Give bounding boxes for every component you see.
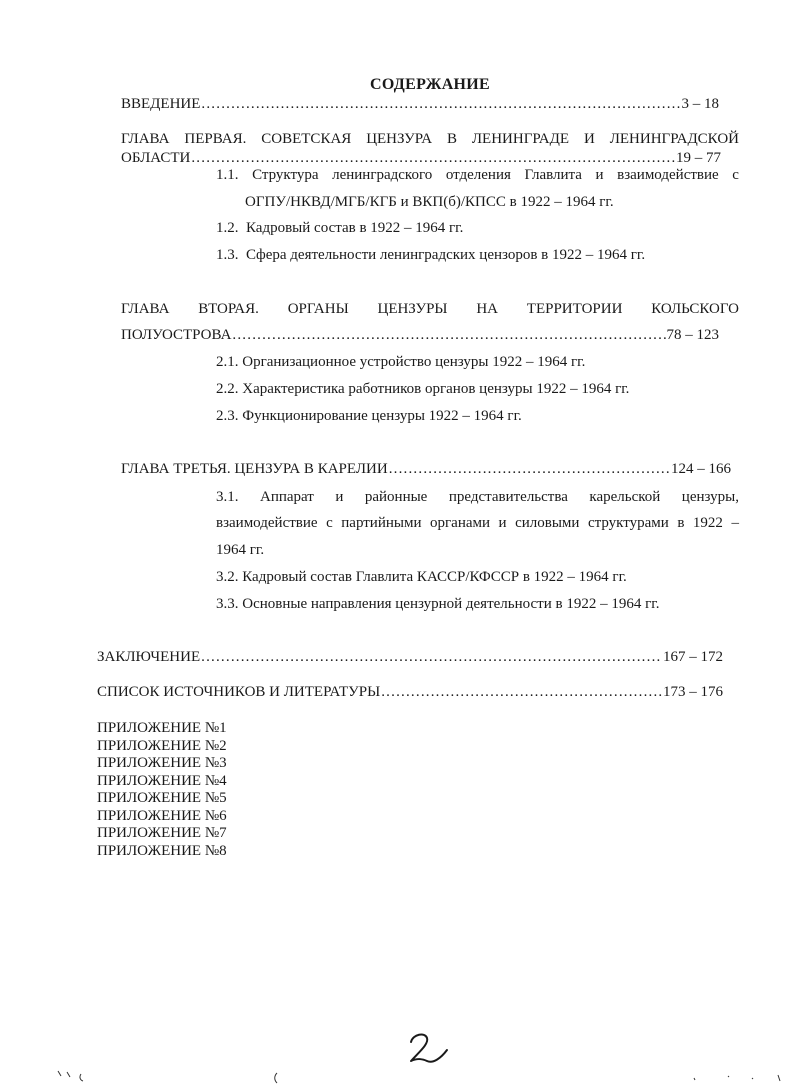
- section-3-2[interactable]: 3.2. Кадровый состав Главлита КАССР/КФССР в 1922 – 1964 гг.: [216, 569, 627, 585]
- section-3-1-line2[interactable]: [216, 515, 739, 532]
- toc-entry-pages: 167 – 172: [663, 649, 723, 665]
- toc-entry-sources[interactable]: [97, 684, 723, 701]
- word: СОВЕТСКАЯ: [261, 131, 352, 147]
- word: Аппарат: [259, 489, 314, 505]
- word: ВТОРАЯ.: [198, 301, 259, 317]
- leader-dots: [389, 461, 670, 478]
- section-number: 1.2.: [216, 220, 239, 236]
- word: НА: [476, 301, 498, 317]
- handwritten-page-number: [405, 1028, 453, 1068]
- section-2-2[interactable]: 2.2. Характеристика работников органов цензуры 1922 – 1964 гг.: [216, 381, 630, 397]
- toc-entry-pages: 124 – 166: [671, 461, 731, 477]
- section-number: 1.1.: [216, 167, 239, 183]
- toc-entry-introduction[interactable]: [121, 96, 719, 113]
- word: И: [583, 131, 595, 147]
- word: и: [595, 167, 604, 183]
- scan-artifact: [272, 1072, 280, 1084]
- section-1-1-line2: ОГПУ/НКВД/МГБ/КГБ и ВКП(б)/КПСС в 1922 – 1964 гг.: [245, 194, 614, 210]
- word: цензуры,: [681, 489, 739, 505]
- word: ЦЕНЗУРА: [366, 131, 433, 147]
- toc-entry-chapter1[interactable]: [121, 150, 721, 167]
- page-title: СОДЕРЖАНИЕ: [369, 76, 491, 93]
- word: В: [446, 131, 457, 147]
- section-2-3[interactable]: 2.3. Функционирование цензуры 1922 – 1964 гг.: [216, 408, 522, 424]
- word: силовыми: [515, 515, 580, 531]
- appendix-item-2[interactable]: ПРИЛОЖЕНИЕ №2: [97, 737, 227, 754]
- toc-entry-label: ГЛАВА ТРЕТЬЯ. ЦЕНЗУРА В КАРЕЛИИ: [121, 461, 388, 477]
- word: взаимодействие: [617, 167, 719, 183]
- word: ЦЕНЗУРЫ: [377, 301, 448, 317]
- leader-dots: [201, 96, 680, 113]
- scan-artifact: [690, 1072, 790, 1086]
- word: ПЕРВАЯ.: [184, 131, 247, 147]
- word: ленинградского: [332, 167, 433, 183]
- toc-entry-label: ОБЛАСТИ: [121, 150, 191, 166]
- word: органами: [430, 515, 491, 531]
- word: и: [335, 489, 344, 505]
- word: ТЕРРИТОРИИ: [526, 301, 623, 317]
- word: карельской: [589, 489, 661, 505]
- word: ГЛАВА: [121, 301, 170, 317]
- section-text: Кадровый состав в 1922 – 1964 гг.: [246, 220, 464, 236]
- section-2-1[interactable]: 2.1. Организационное устройство цензуры 1922 – 1964 гг.: [216, 354, 586, 370]
- word: ОРГАНЫ: [287, 301, 349, 317]
- appendix-item-8[interactable]: ПРИЛОЖЕНИЕ №8: [97, 842, 227, 859]
- leader-dots: [191, 150, 675, 167]
- section-1-1-line1[interactable]: [216, 167, 739, 184]
- scan-artifact: [55, 1068, 95, 1084]
- word: в: [677, 515, 685, 531]
- toc-entry-label: ПОЛУОСТРОВА: [121, 327, 232, 343]
- section-3-3[interactable]: 3.3. Основные направления цензурной деятельности в 1922 – 1964 гг.: [216, 596, 660, 612]
- toc-entry-chapter2[interactable]: [121, 327, 719, 344]
- toc-entry-pages: 173 – 176: [663, 684, 723, 700]
- word: Главлита: [524, 167, 582, 183]
- word: районные: [364, 489, 428, 505]
- chapter1-heading-line1[interactable]: [121, 131, 739, 148]
- toc-entry-label: ЗАКЛЮЧЕНИЕ: [97, 649, 201, 665]
- appendix-item-5[interactable]: ПРИЛОЖЕНИЕ №5: [97, 790, 227, 806]
- toc-entry-label: СПИСОК ИСТОЧНИКОВ И ЛИТЕРАТУРЫ: [97, 684, 381, 700]
- word: ЛЕНИНГРАДЕ: [471, 131, 570, 147]
- word: ГЛАВА: [121, 131, 170, 147]
- word: партийными: [341, 515, 422, 531]
- leader-dots: [201, 649, 662, 666]
- appendix-item-6[interactable]: ПРИЛОЖЕНИЕ №6: [97, 807, 227, 824]
- toc-entry-label: ВВЕДЕНИЕ: [121, 96, 201, 112]
- leader-dots: [381, 684, 662, 701]
- word: и: [498, 515, 507, 531]
- chapter2-heading-line1[interactable]: [121, 301, 739, 318]
- word: КОЛЬСКОГО: [651, 301, 739, 317]
- toc-entry-conclusion[interactable]: [97, 649, 723, 666]
- toc-entry-pages: 19 – 77: [676, 150, 721, 166]
- section-1-3[interactable]: [216, 247, 645, 264]
- section-1-2[interactable]: [216, 220, 463, 237]
- leader-dots: [232, 327, 665, 344]
- word: –: [731, 515, 739, 531]
- word: представительства: [448, 489, 568, 505]
- appendix-item-4[interactable]: ПРИЛОЖЕНИЕ №4: [97, 772, 227, 789]
- appendix-item-1[interactable]: ПРИЛОЖЕНИЕ №1: [97, 720, 227, 736]
- word: 1922: [692, 515, 723, 531]
- word: Структура: [252, 167, 319, 183]
- section-number: 1.3.: [216, 247, 239, 263]
- section-3-1-line1[interactable]: [216, 489, 739, 506]
- word: структурами: [587, 515, 669, 531]
- word: отделения: [445, 167, 511, 183]
- appendix-item-7[interactable]: ПРИЛОЖЕНИЕ №7: [97, 825, 227, 841]
- section-text: Сфера деятельности ленинградских цензоров в 1922 – 1964 гг.: [246, 247, 646, 263]
- appendix-list: [97, 720, 227, 860]
- word: 3.1.: [216, 489, 239, 505]
- word: взаимодействие: [216, 515, 318, 531]
- appendix-item-3[interactable]: ПРИЛОЖЕНИЕ №3: [97, 755, 227, 771]
- toc-entry-pages: 3 – 18: [681, 96, 719, 112]
- toc-entry-pages: 78 – 123: [666, 327, 719, 343]
- section-3-1-line3: 1964 гг.: [216, 542, 265, 558]
- toc-entry-chapter3[interactable]: [121, 461, 731, 478]
- word: с: [732, 167, 739, 183]
- word: с: [326, 515, 333, 531]
- word: ЛЕНИНГРАДСКОЙ: [609, 131, 739, 147]
